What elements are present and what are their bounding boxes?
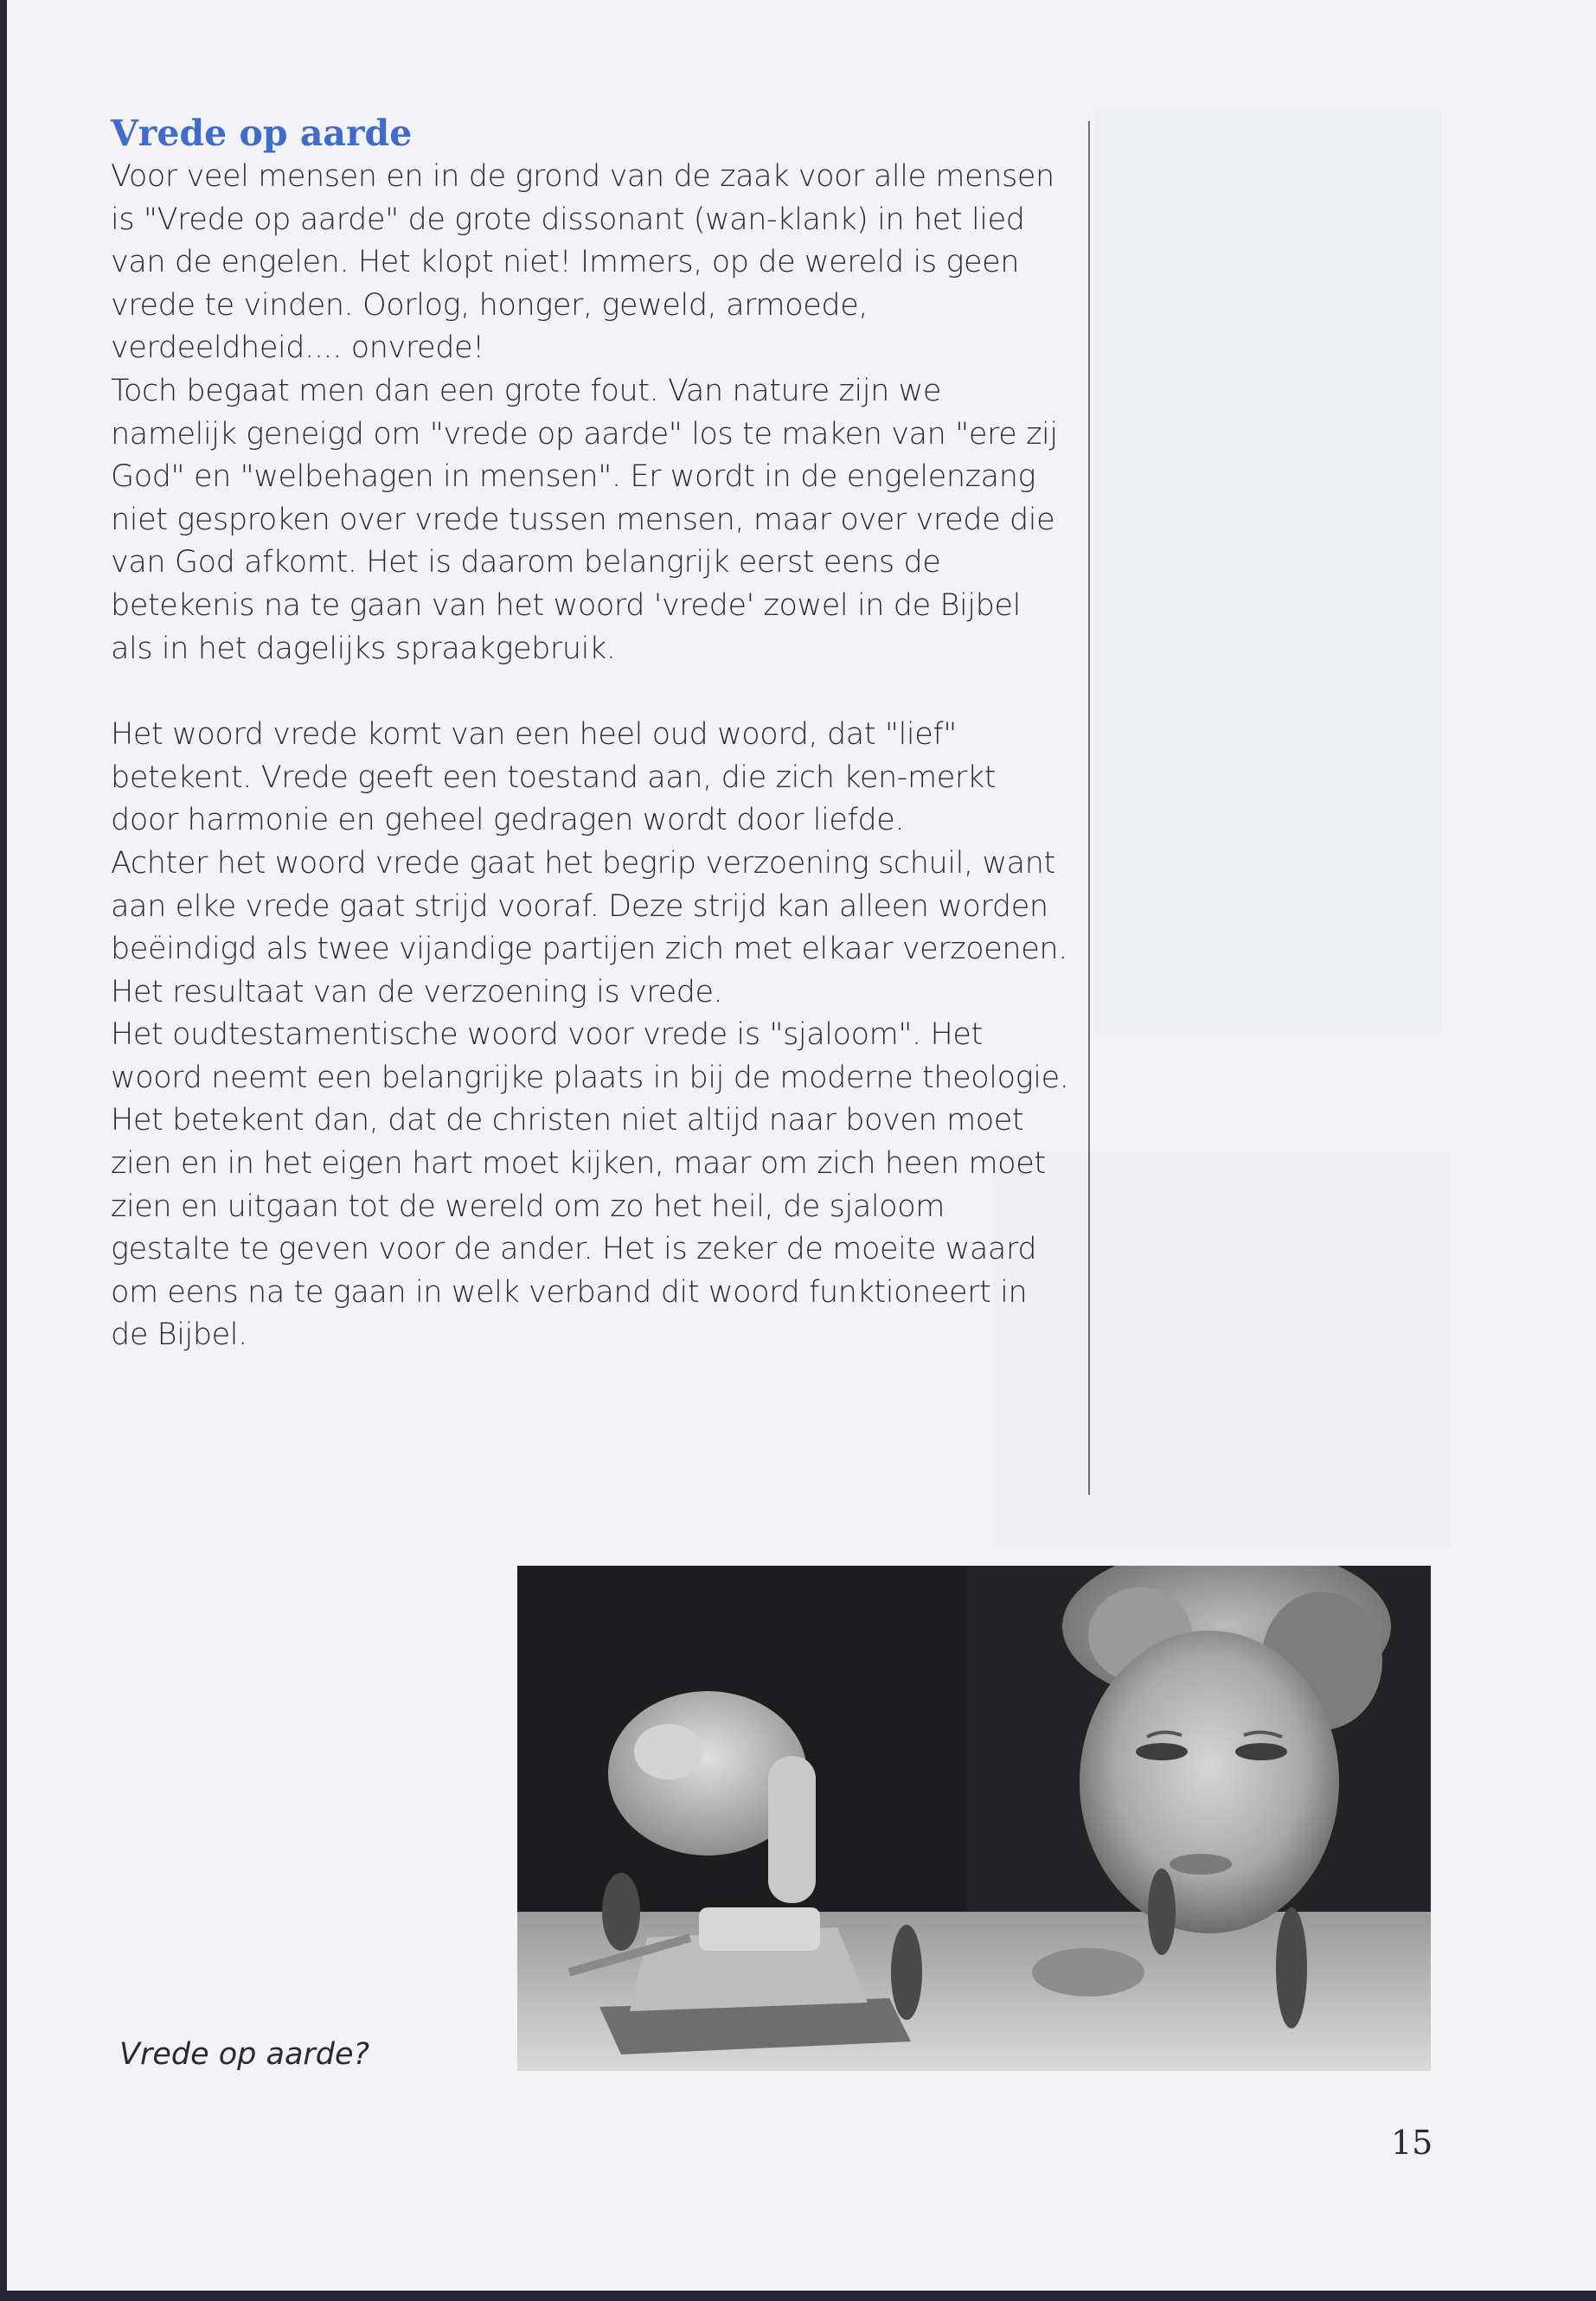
paragraph-2: Toch begaat men dan een grote fout. Van nature zijn we namelijk geneigd om "vrede op aarde" los te maken van "ere zij God" en "welbehagen in mensen". Er wordt in de engelenzang niet gesproken over vrede tussen mensen, maar over vrede die van God afkomt. Het is daarom belangrijk eerst eens de betekenis na te gaan van het woord 'vrede' zowel in de Bijbel als in het dagelijks spraakgebruik. [111, 373, 1058, 666]
column-divider [1088, 121, 1090, 1495]
photo-child-with-toy-tank [517, 1566, 1431, 2071]
paragraph-4: Achter het woord vrede gaat het begrip verzoening schuil, want aan elke vrede gaat strijd vooraf. Deze strijd kan alleen worden beëindigd als twee vijandige partijen zich met elkaar verzoenen. Het resultaat van de verzoening is vrede. [111, 845, 1067, 1009]
page [7, 0, 1596, 2291]
paragraph-5: Het oudtestamentische woord voor vrede is "sjaloom". Het woord neemt een belangrijke plaats in bij de moderne theologie. Het betekent dan, dat de christen niet altijd naar boven moet zien en in het eigen hart moet kijken, maar om zich heen moet zien en uitgaan tot de wereld om zo het heil, de sjaloom gestalte te geven voor de ander. Het is zeker de moeite waard om eens na te gaan in welk verband dit woord funktioneert in de Bijbel. [111, 1017, 1069, 1353]
photo-image [517, 1566, 1431, 2071]
page-number: 15 [1391, 2124, 1433, 2162]
paragraph-gap [111, 670, 1071, 714]
article-title: Vrede op aarde [111, 112, 413, 154]
sidebar-ghost-panel [1095, 108, 1441, 1034]
paragraph-3: Het woord vrede komt van een heel oud woord, dat "lief" betekent. Vrede geeft een toestand aan, die zich ken-merkt door harmonie en geheel gedragen wordt door liefde. [111, 717, 997, 838]
photo-caption: Vrede op aarde? [119, 2037, 370, 2072]
paragraph-1: Voor veel mensen en in de grond van de zaak voor alle mensen is "Vrede op aarde" de grote dissonant (wan-klank) in het lied van de engelen. Het klopt niet! Immers, op de wereld is geen vrede te vinden. Oorlog, honger, geweld, armoede, verdeeldheid.... onvrede! [111, 159, 1054, 366]
article [111, 111, 1071, 1357]
